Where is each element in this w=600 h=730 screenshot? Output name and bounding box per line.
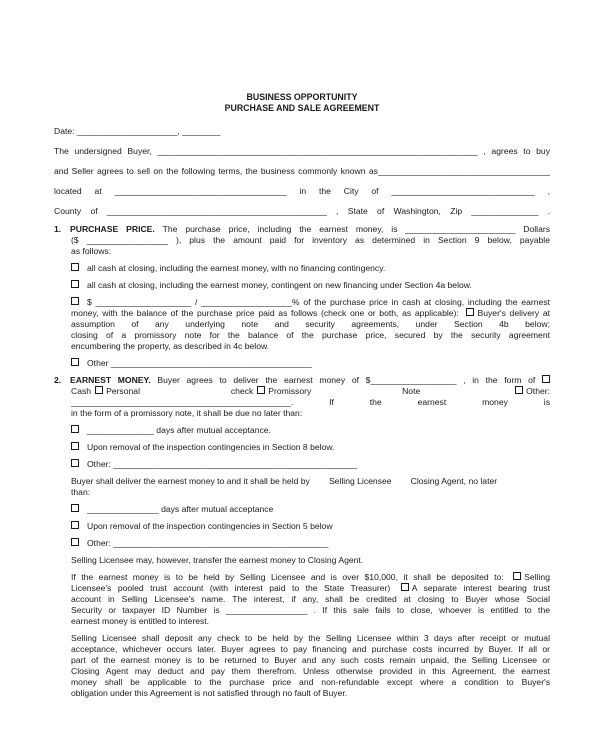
deposit-line-2 (71, 583, 550, 594)
deposit-line-1 (71, 572, 550, 583)
form-other-label: Other: (526, 386, 550, 396)
price-option-partial-cash-text-1: $ ____________________ / ___________________% of the purchase price in cash at closing, including the earnest (87, 297, 550, 307)
form-other-checkbox[interactable] (515, 386, 523, 394)
price-option-other-label: Other __________________________________________ (87, 358, 312, 368)
price-option-partial-cash-checkbox[interactable] (71, 297, 79, 305)
price-option-new-financing-label: all cash at closing, including the earnest money, contingent on new financing under Section 4a below. (87, 280, 472, 290)
deposit-line-5: earnest money is entitled to interest. (71, 616, 210, 626)
section-2-second-line-tail: ______________________________________________. If the earnest money is (71, 397, 550, 407)
section-1-heading: PURCHASE PRICE. (70, 224, 155, 234)
held-option-days-checkbox[interactable] (71, 504, 79, 512)
check-deposit-paragraph (54, 633, 550, 699)
price-option-partial-cash (54, 297, 550, 352)
separate-trust-label: A separate interest bearing trust (411, 583, 550, 593)
price-option-other (54, 358, 550, 369)
section-1-second-line: ($ _________________ ), plus the amount paid for inventory as determined in Section 9 below, payable (71, 235, 550, 245)
held-by-line: Buyer shall deliver the earnest money to and it shall be held by Selling Licensee Closing Agent, no later (71, 476, 498, 486)
buyer-delivery-checkbox[interactable] (466, 308, 474, 316)
section-2-number: 2. (54, 375, 62, 385)
price-option-all-cash (54, 263, 550, 274)
section-1-number: 1. (54, 224, 62, 234)
note-option-other-label: Other: ___________________________________________________ (87, 459, 358, 469)
note-option-days (54, 425, 550, 436)
check-deposit-line-3: part of the earnest money is to be returned to Buyer and any such costs remain unpaid, the Selling Licensee or (71, 655, 550, 665)
price-option-all-cash-checkbox[interactable] (71, 263, 79, 271)
county-line: County of ______________________________________________ , State of Washington, Zip ______________ . (54, 206, 550, 216)
document-title-line-2: PURCHASE AND SALE AGREEMENT (224, 103, 380, 113)
deposit-line-1-text: If the earnest money is to be held by Selling Licensee and is over $10,000, it shall be deposited to: (71, 572, 504, 582)
price-option-new-financing-checkbox[interactable] (71, 280, 79, 288)
pooled-trust-checkbox[interactable] (513, 572, 521, 580)
form-personal-label: Personal check (106, 386, 254, 396)
held-option-other (54, 538, 550, 549)
note-option-days-checkbox[interactable] (71, 425, 79, 433)
price-option-partial-cash-text-2: money, with the balance of the purchase price paid as follows (check one or both, as applicable): (71, 308, 459, 318)
document-title-line-1: BUSINESS OPPORTUNITY (246, 92, 358, 102)
price-option-partial-cash-line-3: assumption of any underlying note and security agreements, under Section 4b below; (71, 319, 550, 329)
held-option-other-checkbox[interactable] (71, 538, 79, 546)
price-option-all-cash-label: all cash at closing, including the earnest money, with no financing contingency. (87, 263, 386, 273)
section-1-heading-line (54, 224, 550, 235)
form-personal-checkbox[interactable] (95, 386, 103, 394)
note-option-inspection-checkbox[interactable] (71, 442, 79, 450)
date-line: Date: _____________________, ________ (54, 126, 221, 136)
form-note-label: Promissory Note (268, 386, 421, 396)
held-option-inspection-checkbox[interactable] (71, 521, 79, 529)
deposit-line-4: Security or taxpayer ID Number is _________________ . If this sale fails to close, whoever is entitled to the (71, 605, 550, 615)
section-1-first-line: The purchase price, including the earnest money, is _______________________ Dollars (162, 224, 550, 234)
held-option-days-label: _______________ days after mutual acceptance (87, 504, 274, 514)
buyer-delivery-label: Buyer's delivery at (477, 308, 550, 318)
section-2-heading: EARNEST MONEY. (70, 375, 151, 385)
held-by-than: than: (71, 487, 91, 497)
location-line: located at ____________________________________ in the City of ______________________________ , (54, 186, 550, 196)
form-cash-checkbox[interactable] (542, 375, 550, 383)
deposit-line-3: account in Selling Licensee's name. The interest, if any, shall be credited at closing to Buyer whose Social (71, 594, 550, 604)
note-option-inspection (54, 442, 550, 453)
section-2-heading-line (54, 375, 550, 386)
check-deposit-line-5: money shall be applicable to the purchase price and non-refundable except where a condition to Buyer's (71, 677, 550, 687)
separate-trust-checkbox[interactable] (401, 583, 409, 591)
section-1-third-line: as follows: (71, 246, 112, 256)
pooled-trust-selling-label: Selling (524, 572, 550, 582)
business-name-line: and Seller agrees to sell on the following terms, the business commonly known as____________________________________ (54, 166, 550, 176)
held-option-days (54, 504, 550, 515)
section-2-third-line: in the form of a promissory note, it shall be due no later than: (71, 408, 303, 418)
check-deposit-line-1: Selling Licensee shall deposit any check to be held by the Selling Licensee within 3 days after receipt or mutual (71, 633, 550, 643)
transfer-line: Selling Licensee may, however, transfer the earnest money to Closing Agent. (71, 555, 364, 565)
check-deposit-line-2: acceptance, whichever occurs later. Buyer agrees to pay financing and purchase costs incurred by Buyer. If all or (71, 644, 550, 654)
buyer-line: The undersigned Buyer, ___________________________________________________________________ , agrees to buy (54, 146, 550, 156)
deposit-paragraph (54, 572, 550, 627)
note-option-inspection-label: Upon removal of the inspection contingencies in Section 8 below. (87, 442, 335, 452)
note-option-other-checkbox[interactable] (71, 459, 79, 467)
held-option-other-label: Other: _____________________________________________ (87, 538, 329, 548)
held-option-inspection (54, 521, 550, 532)
price-option-partial-cash-line-4: closing of a promissory note for the balance of the purchase price, secured by the security agreement (71, 330, 550, 340)
price-option-other-checkbox[interactable] (71, 358, 79, 366)
deposit-line-2-text: Licensee's pooled trust account (with interest paid to the State Treasurer) (71, 583, 391, 593)
note-option-days-label: ______________ days after mutual acceptance. (87, 425, 271, 435)
check-deposit-line-6: obligation under this Agreement is not satisfied through no fault of Buyer. (71, 688, 348, 698)
price-option-partial-cash-line-1 (54, 297, 550, 308)
section-2-first-line: Buyer agrees to deliver the earnest money of $__________________ , in the form of (157, 375, 536, 385)
held-option-inspection-label: Upon removal of the inspection contingencies in Section 5 below (87, 521, 333, 531)
section-2-form-line (54, 386, 550, 397)
note-option-other (54, 459, 550, 470)
check-deposit-line-4: Closing Agent may deduct and pay them therefrom. Unless otherwise provided in this Agreement, the earnest (71, 666, 550, 676)
form-note-checkbox[interactable] (257, 386, 265, 394)
price-option-partial-cash-line-2 (54, 308, 550, 319)
price-option-new-financing (54, 280, 550, 291)
price-option-partial-cash-line-5: encumbering the property, as described in 4c below. (71, 341, 270, 351)
form-cash-label: Cash (71, 386, 92, 396)
